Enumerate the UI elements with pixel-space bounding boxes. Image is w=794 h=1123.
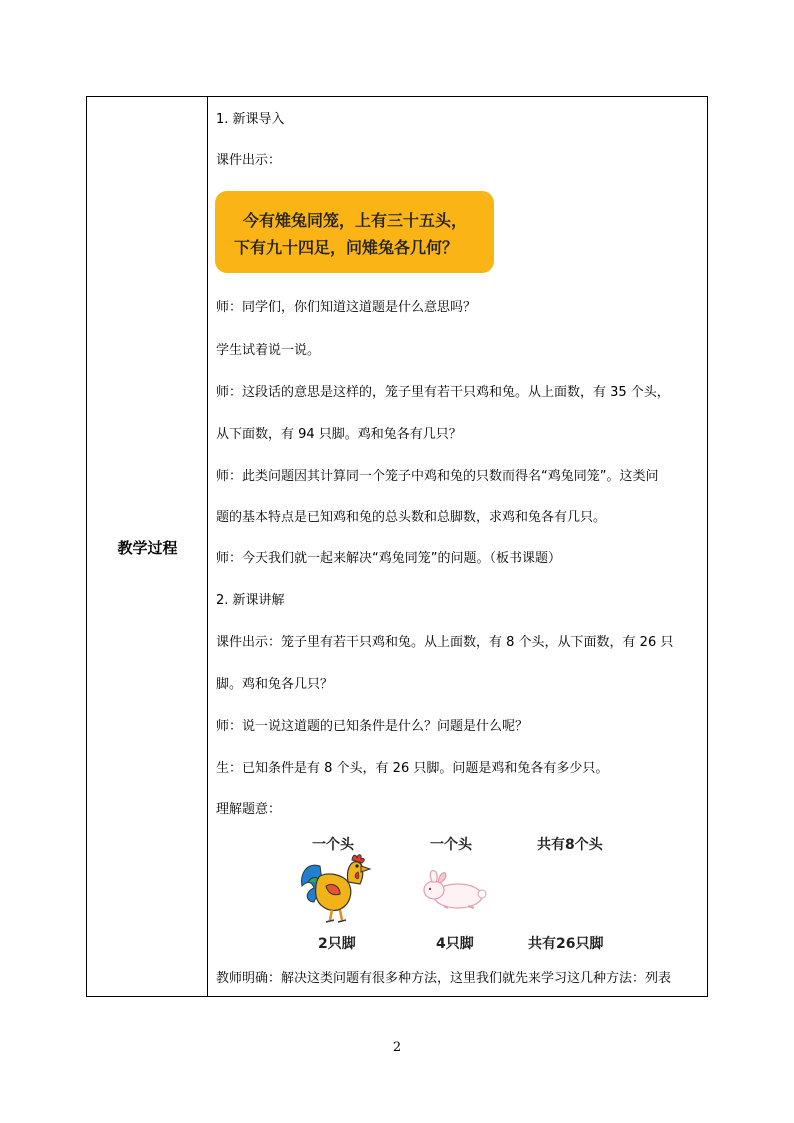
teacher-explain-1: 师：这段话的意思是这样的，笼子里有若干只鸡和兔。从上面数，有 35 个头， — [216, 385, 670, 400]
rabbit-icon — [418, 868, 490, 912]
teacher-explain-2: 从下面数，有 94 只脚。鸡和兔各有几只？ — [216, 427, 462, 442]
student-try: 学生试着说一说。 — [216, 343, 321, 358]
total-heads-label: 共有8个头 — [537, 837, 603, 853]
understand-label: 理解题意： — [216, 802, 282, 817]
heading-new-lesson-explain: 2. 新课讲解 — [216, 593, 285, 608]
courseware-problem-1: 课件出示：笼子里有若干只鸡和兔。从上面数，有 8 个头，从下面数，有 26 只 — [216, 635, 674, 650]
chicken-feet-label: 2只脚 — [318, 936, 356, 952]
teacher-clarify: 教师明确：解决这类问题有很多种方法，这里我们就先来学习这几种方法：列表 — [216, 971, 672, 986]
teacher-topic: 师：今天我们就一起来解决“鸡兔同笼”的问题。（板书课题） — [216, 551, 561, 566]
teacher-definition-2: 题的基本特点是已知鸡和兔的总头数和总脚数，求鸡和兔各有几只。 — [216, 510, 607, 525]
rooster-icon — [298, 852, 376, 926]
section-label-cell — [87, 97, 208, 996]
courseware-problem-2: 脚。鸡和兔各几只？ — [216, 677, 334, 692]
total-feet-label: 共有26只脚 — [528, 936, 604, 952]
courseware-label: 课件出示： — [216, 153, 282, 168]
teacher-question: 师：同学们，你们知道这道题是什么意思吗？ — [216, 300, 477, 315]
teacher-definition-1: 师：此类问题因其计算同一个笼子中鸡和兔的只数而得名“鸡兔同笼”。这类问 — [216, 469, 659, 484]
callout-line-2: 下有九十四足，问雉兔各几何？ — [234, 238, 459, 257]
rabbit-feet-label: 4只脚 — [436, 936, 474, 952]
heading-new-lesson-intro: 1. 新课导入 — [216, 112, 285, 127]
rabbit-head-label: 一个头 — [430, 837, 472, 853]
teacher-ask-conditions: 师：说一说这道题的已知条件是什么？问题是什么呢？ — [216, 719, 529, 734]
section-label: 教学过程 — [117, 539, 178, 557]
problem-callout — [215, 191, 494, 273]
chicken-head-label: 一个头 — [312, 837, 354, 853]
student-answer: 生：已知条件是有 8 个头，有 26 只脚。问题是鸡和兔各有多少只。 — [216, 761, 609, 776]
callout-line-1: 今有雉兔同笼，上有三十五头， — [243, 211, 468, 230]
page-number: 2 — [392, 1040, 402, 1055]
